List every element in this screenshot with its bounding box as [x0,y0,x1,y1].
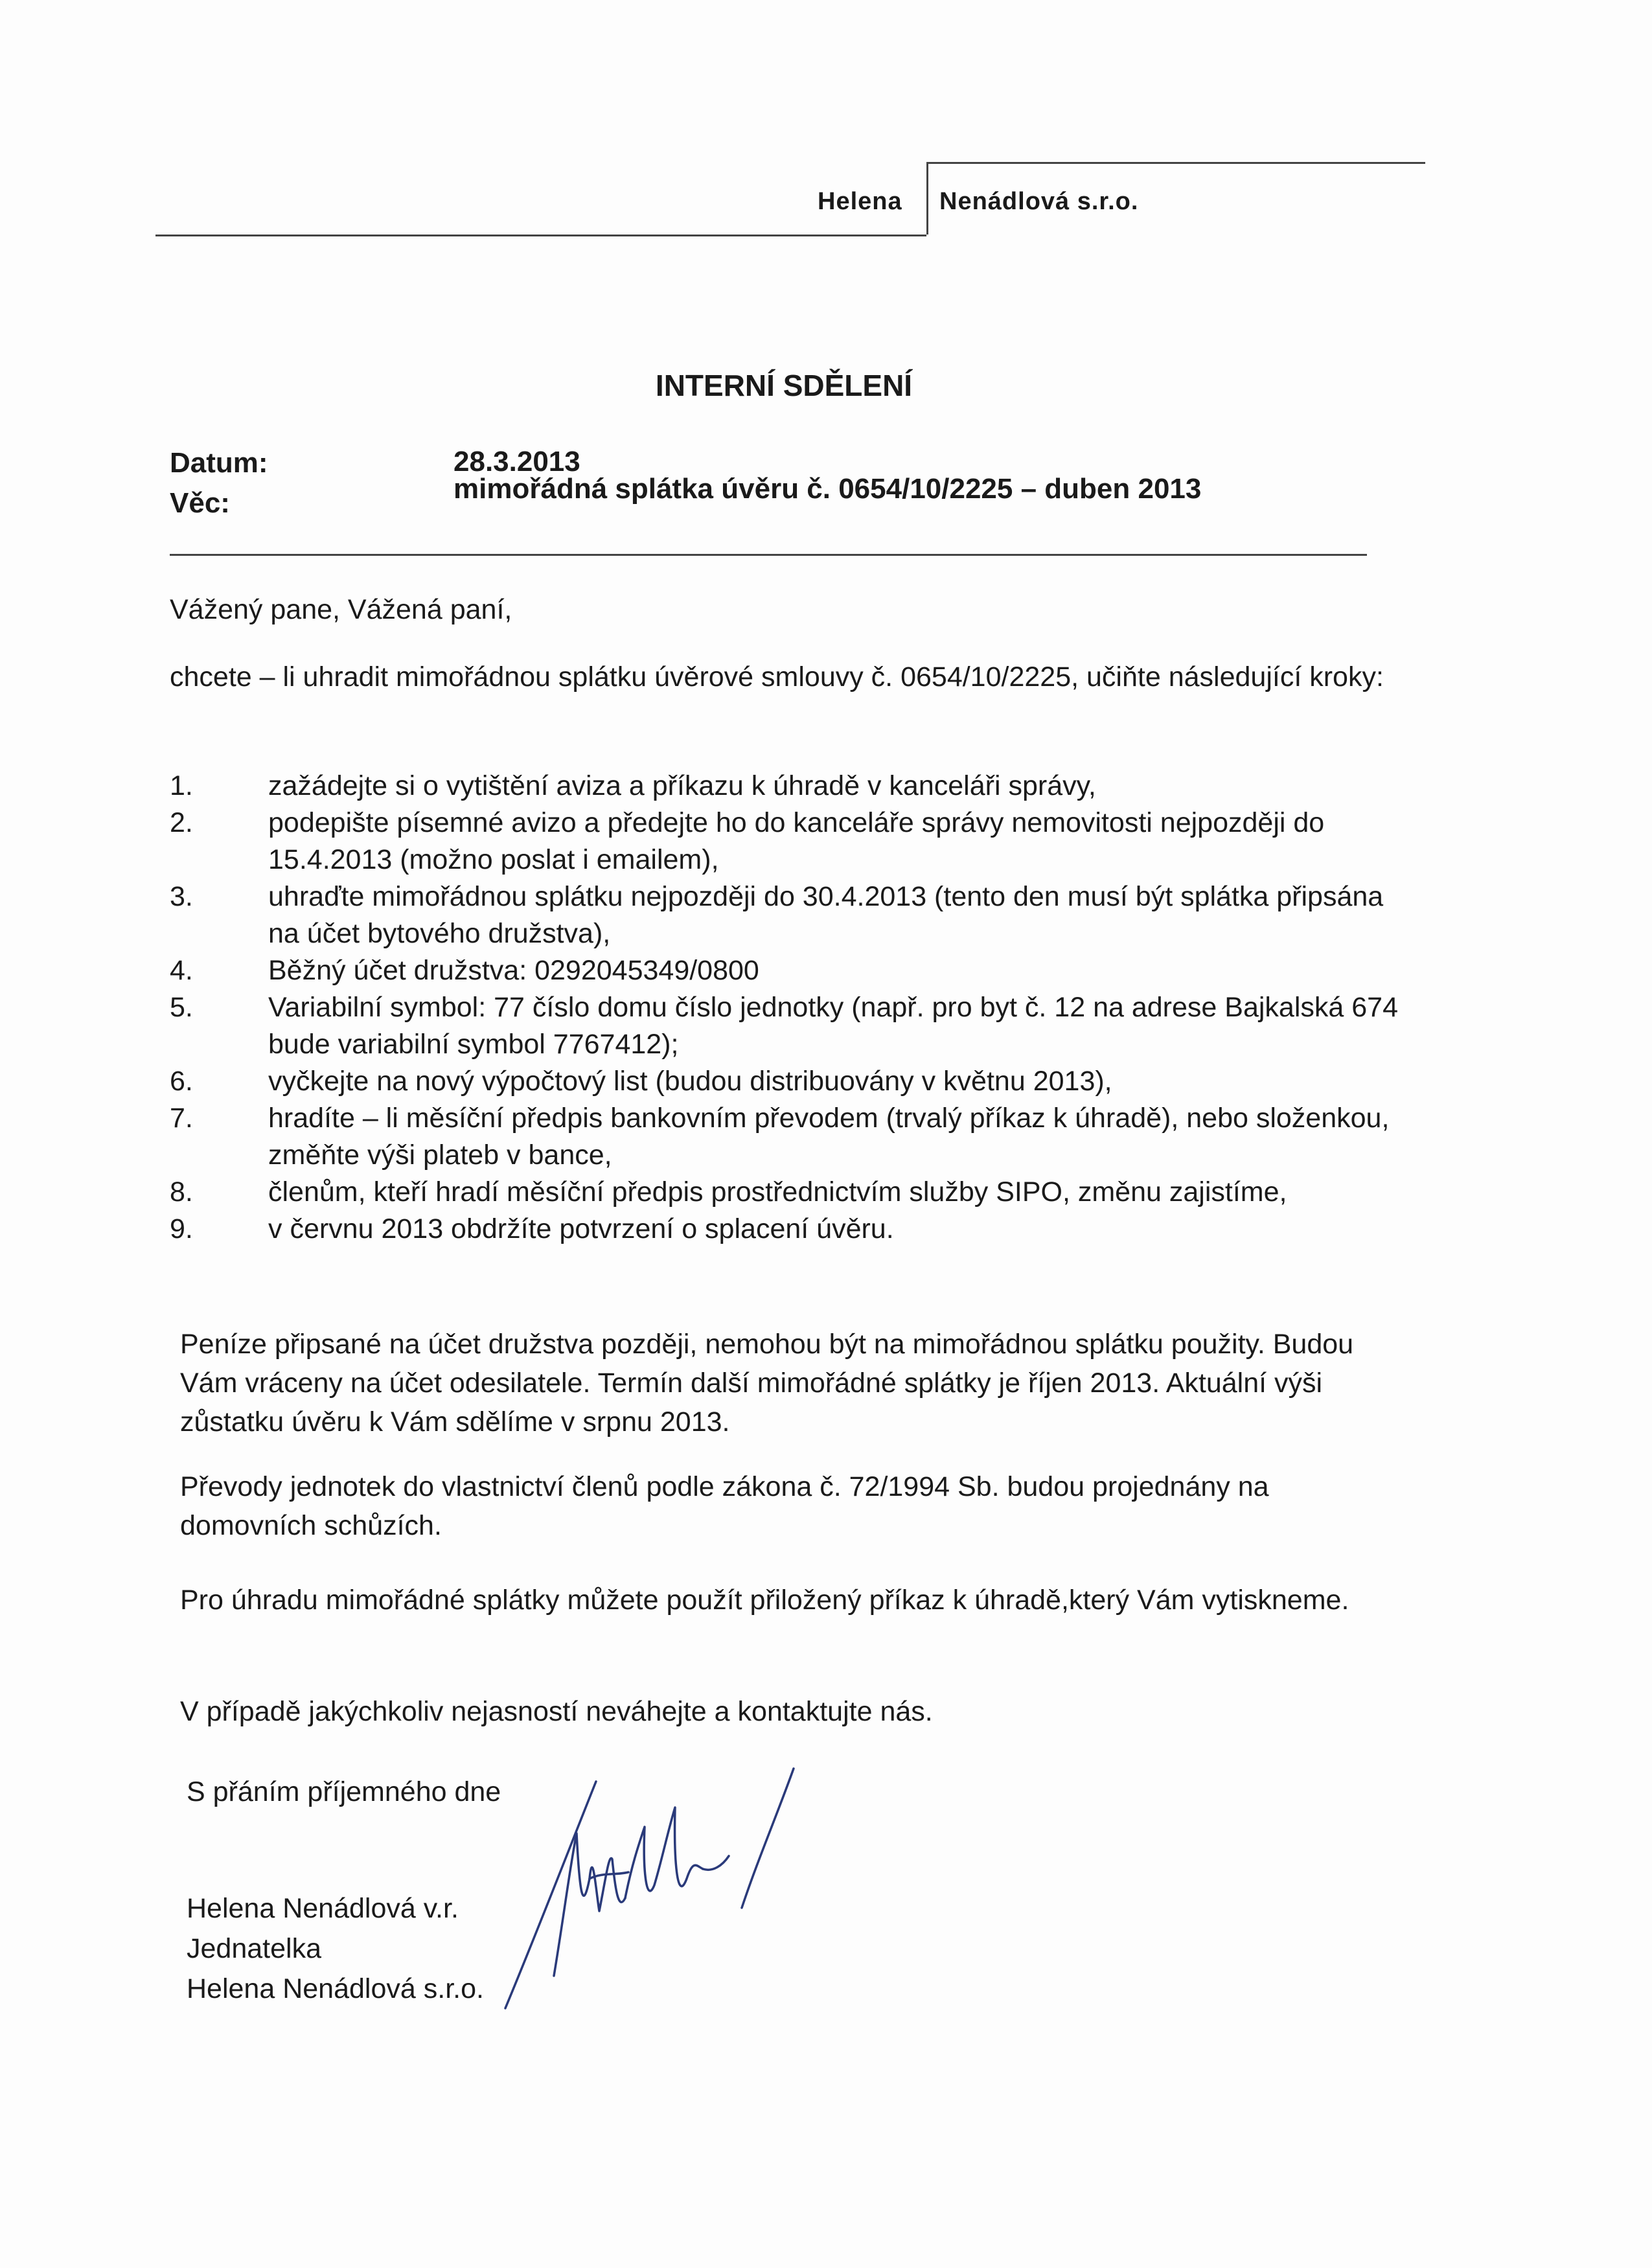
list-item [170,952,1401,989]
paragraph-transfers: Převody jednotek do vlastnictví členů podle zákona č. 72/1994 Sb. budou projednány na domovních schůzích. [180,1471,1269,1541]
date-value: 28.3.2013 [453,446,580,477]
list-item [170,768,1401,805]
subject-label: Věc: [170,487,230,519]
list-item-number: 9. [170,1213,193,1244]
signatory-role: Jednatelka [187,1933,321,1964]
list-item-text: Běžný účet družstva: 0292045349/0800 [268,955,759,986]
list-item [170,805,1401,878]
list-item-text: vyčkejte na nový výpočtový list (budou distribuovány v květnu 2013), [268,1066,1112,1097]
closing-phrase: S přáním příjemného dne [187,1776,501,1807]
list-item-text: podepište písemné avizo a předejte ho do kanceláře správy nemovitosti nejpozději do 15.4.2013 (možno poslat i emailem), [268,807,1325,875]
list-item-number: 2. [170,807,193,838]
subject-rule [170,554,1367,556]
list-item-number: 4. [170,955,193,986]
letterhead-first-name: Helena [818,188,902,215]
list-item-number: 5. [170,992,193,1023]
list-item [170,1100,1401,1174]
list-item-number: 1. [170,770,193,801]
paragraph-refund: Peníze připsané na účet družstva později, nemohou být na mimořádnou splátku použity. Budou Vám vráceny na účet odesilatele. Termín další mimořádné splátky je říjen 2013. Aktuální výši zůstatku úvěru k Vám sdělíme v srpnu 2013. [180,1329,1354,1438]
list-item [170,989,1401,1063]
date-label: Datum: [170,447,268,479]
list-item [170,1174,1401,1211]
list-item-text: členům, kteří hradí měsíční předpis prostřednictvím služby SIPO, změnu zajistíme, [268,1176,1287,1208]
list-item [170,1211,1401,1248]
list-item-text: zažádejte si o vytištění aviza a příkazu k úhradě v kanceláři správy, [268,770,1096,801]
paragraph-contact: V případě jakýchkoliv nejasností neváhejte a kontaktujte nás. [180,1696,933,1727]
letterhead-rule-top [926,162,1425,164]
greeting: Vážený pane, Vážená paní, [170,594,512,625]
list-item-text: uhraďte mimořádnou splátku nejpozději do 30.4.2013 (tento den musí být splátka připsána na účet bytového družstva), [268,881,1384,949]
letterhead-company: Nenádlová s.r.o. [939,188,1139,215]
intro-paragraph: chcete – li uhradit mimořádnou splátku úvěrové smlouvy č. 0654/10/2225, učiňte následující kroky: [170,661,1384,693]
list-item [170,1063,1401,1100]
list-item-number: 8. [170,1176,193,1208]
list-item-number: 6. [170,1066,193,1097]
list-item-number: 7. [170,1103,193,1134]
list-item [170,878,1401,952]
signatory-company: Helena Nenádlová s.r.o. [187,1973,484,2004]
list-item-text: v červnu 2013 obdržíte potvrzení o splacení úvěru. [268,1213,894,1244]
steps-list [170,768,1401,1248]
signature-block [187,1888,484,2009]
list-item-text: Variabilní symbol: 77 číslo domu číslo jednotky (např. pro byt č. 12 na adrese Bajkalská 674 bude variabilní symbol 7767412); [268,992,1398,1060]
handwritten-signature-icon [492,1749,829,2021]
document-title: INTERNÍ SDĚLENÍ [655,369,913,402]
list-item-text: hradíte – li měsíční předpis bankovním převodem (trvalý příkaz k úhradě), nebo složenkou, změňte výši plateb v bance, [268,1103,1390,1171]
letterhead-rule-bottom [155,235,926,236]
subject-value: mimořádná splátka úvěru č. 0654/10/2225 – duben 2013 [453,473,1202,505]
signatory-name: Helena Nenádlová v.r. [187,1893,459,1924]
paragraph-payment-order: Pro úhradu mimořádné splátky můžete použít přiložený příkaz k úhradě,který Vám vytiskneme. [180,1585,1349,1616]
list-item-number: 3. [170,881,193,912]
letterhead-divider [926,162,928,235]
